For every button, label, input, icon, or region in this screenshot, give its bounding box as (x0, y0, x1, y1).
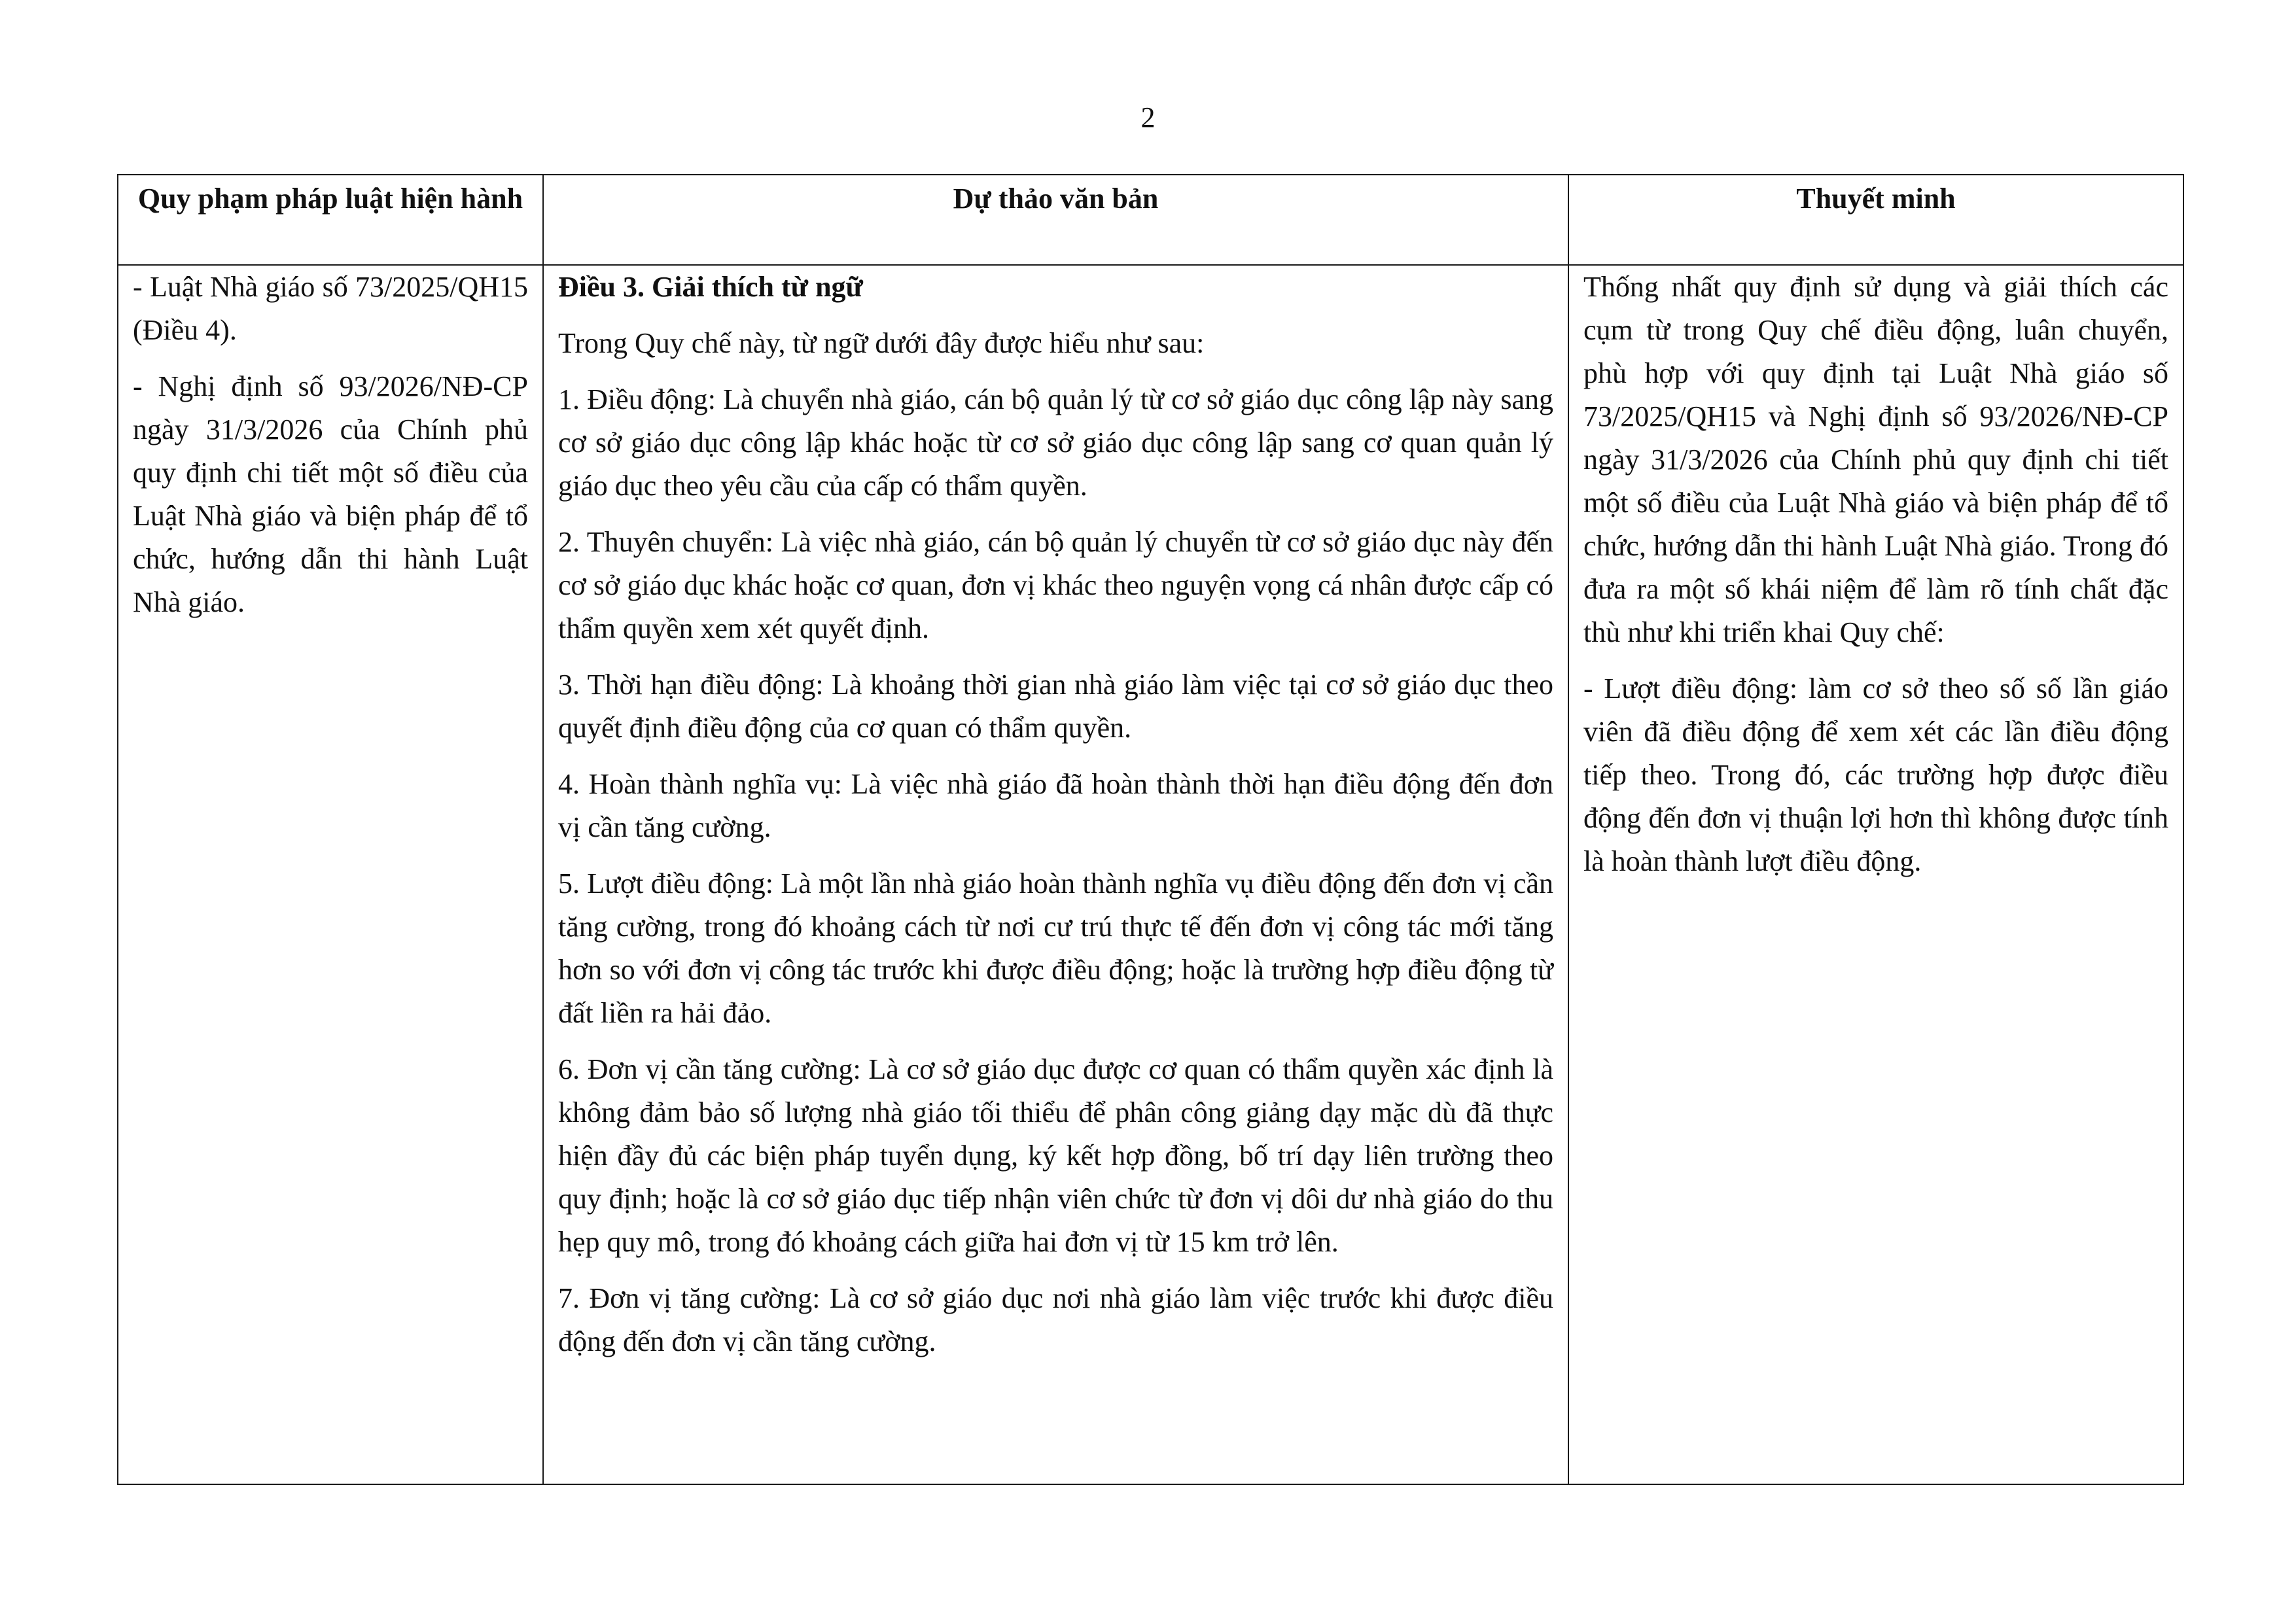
table-header-row (118, 175, 2183, 265)
definition-item: 3. Thời hạn điều động: Là khoảng thời gian nhà giáo làm việc tại cơ sở giáo dục theo quyết định điều động của cơ quan có thẩm quyền. (558, 669, 1553, 744)
current-law-cell (118, 265, 543, 1484)
definition-item: 1. Điều động: Là chuyển nhà giáo, cán bộ quản lý từ cơ sở giáo dục công lập này sang cơ sở giáo dục công lập khác hoặc từ cơ sở giáo dục công lập sang cơ quan quản lý giáo dục theo yêu cầu của cấp có thẩm quyền. (558, 383, 1553, 502)
definition-item: 5. Lượt điều động: Là một lần nhà giáo hoàn thành nghĩa vụ điều động đến đơn vị cần tăng cường, trong đó khoảng cách từ nơi cư trú thực tế đến đơn vị công tác mới tăng hơn so với đơn vị công tác trước khi được điều động; hoặc là trường hợp điều động từ đất liền ra hải đảo. (558, 867, 1553, 1029)
current-law-item: - Nghị định số 93/2026/NĐ-CP ngày 31/3/2026 của Chính phủ quy định chi tiết một số điều của Luật Nhà giáo và biện pháp để tổ chức, hướng dẫn thi hành Luật Nhà giáo. (133, 370, 528, 618)
definition-item: 2. Thuyên chuyển: Là việc nhà giáo, cán bộ quản lý chuyển từ cơ sở giáo dục này đến cơ sở giáo dục khác hoặc cơ quan, đơn vị khác theo nguyện vọng cá nhân được cấp có thẩm quyền xem xét quyết định. (558, 526, 1553, 644)
explanation-cell (1568, 265, 2183, 1484)
table-row (118, 265, 2183, 1484)
definition-item: 4. Hoàn thành nghĩa vụ: Là việc nhà giáo đã hoàn thành thời hạn điều động đến đơn vị cần tăng cường. (558, 768, 1553, 843)
draft-intro: Trong Quy chế này, từ ngữ dưới đây được hiểu như sau: (558, 327, 1205, 359)
header-explanation: Thuyết minh (1568, 175, 2183, 265)
page-number: 2 (1140, 101, 1156, 133)
current-law-item: - Luật Nhà giáo số 73/2025/QH15 (Điều 4). (133, 271, 528, 346)
header-current-law: Quy phạm pháp luật hiện hành (118, 175, 543, 265)
draft-cell (543, 265, 1568, 1484)
explanation-paragraph: Thống nhất quy định sử dụng và giải thích các cụm từ trong Quy chế điều động, luân chuyển, phù hợp với quy định tại Luật Nhà giáo số 73/2025/QH15 và Nghị định số 93/2026/NĐ-CP ngày 31/3/2026 của Chính phủ quy định chi tiết một số điều của Luật Nhà giáo và biện pháp để tổ chức, hướng dẫn thi hành Luật Nhà giáo. Trong đó đưa ra một số khái niệm để làm rõ tính chất đặc thù như khi triển khai Quy chế: (1583, 271, 2168, 648)
article-heading: Điều 3. Giải thích từ ngữ (558, 271, 863, 303)
explanation-paragraph: - Lượt điều động: làm cơ sở theo số số lần giáo viên đã điều động để xem xét các lần điều động tiếp theo. Trong đó, các trường hợp được điều động đến đơn vị thuận lợi hơn thì không được tính là hoàn thành lượt điều động. (1583, 672, 2168, 877)
comparison-table (117, 174, 2184, 1485)
definition-item: 7. Đơn vị tăng cường: Là cơ sở giáo dục nơi nhà giáo làm việc trước khi được điều động đến đơn vị cần tăng cường. (558, 1282, 1553, 1357)
header-draft: Dự thảo văn bản (543, 175, 1568, 265)
definition-item: 6. Đơn vị cần tăng cường: Là cơ sở giáo dục được cơ quan có thẩm quyền xác định là không đảm bảo số lượng nhà giáo tối thiểu để phân công giảng dạy mặc dù đã thực hiện đầy đủ các biện pháp tuyển dụng, ký kết hợp đồng, bố trí dạy liên trường theo quy định; hoặc là cơ sở giáo dục tiếp nhận viên chức từ đơn vị dôi dư nhà giáo do thu hẹp quy mô, trong đó khoảng cách giữa hai đơn vị từ 15 km trở lên. (558, 1053, 1553, 1258)
